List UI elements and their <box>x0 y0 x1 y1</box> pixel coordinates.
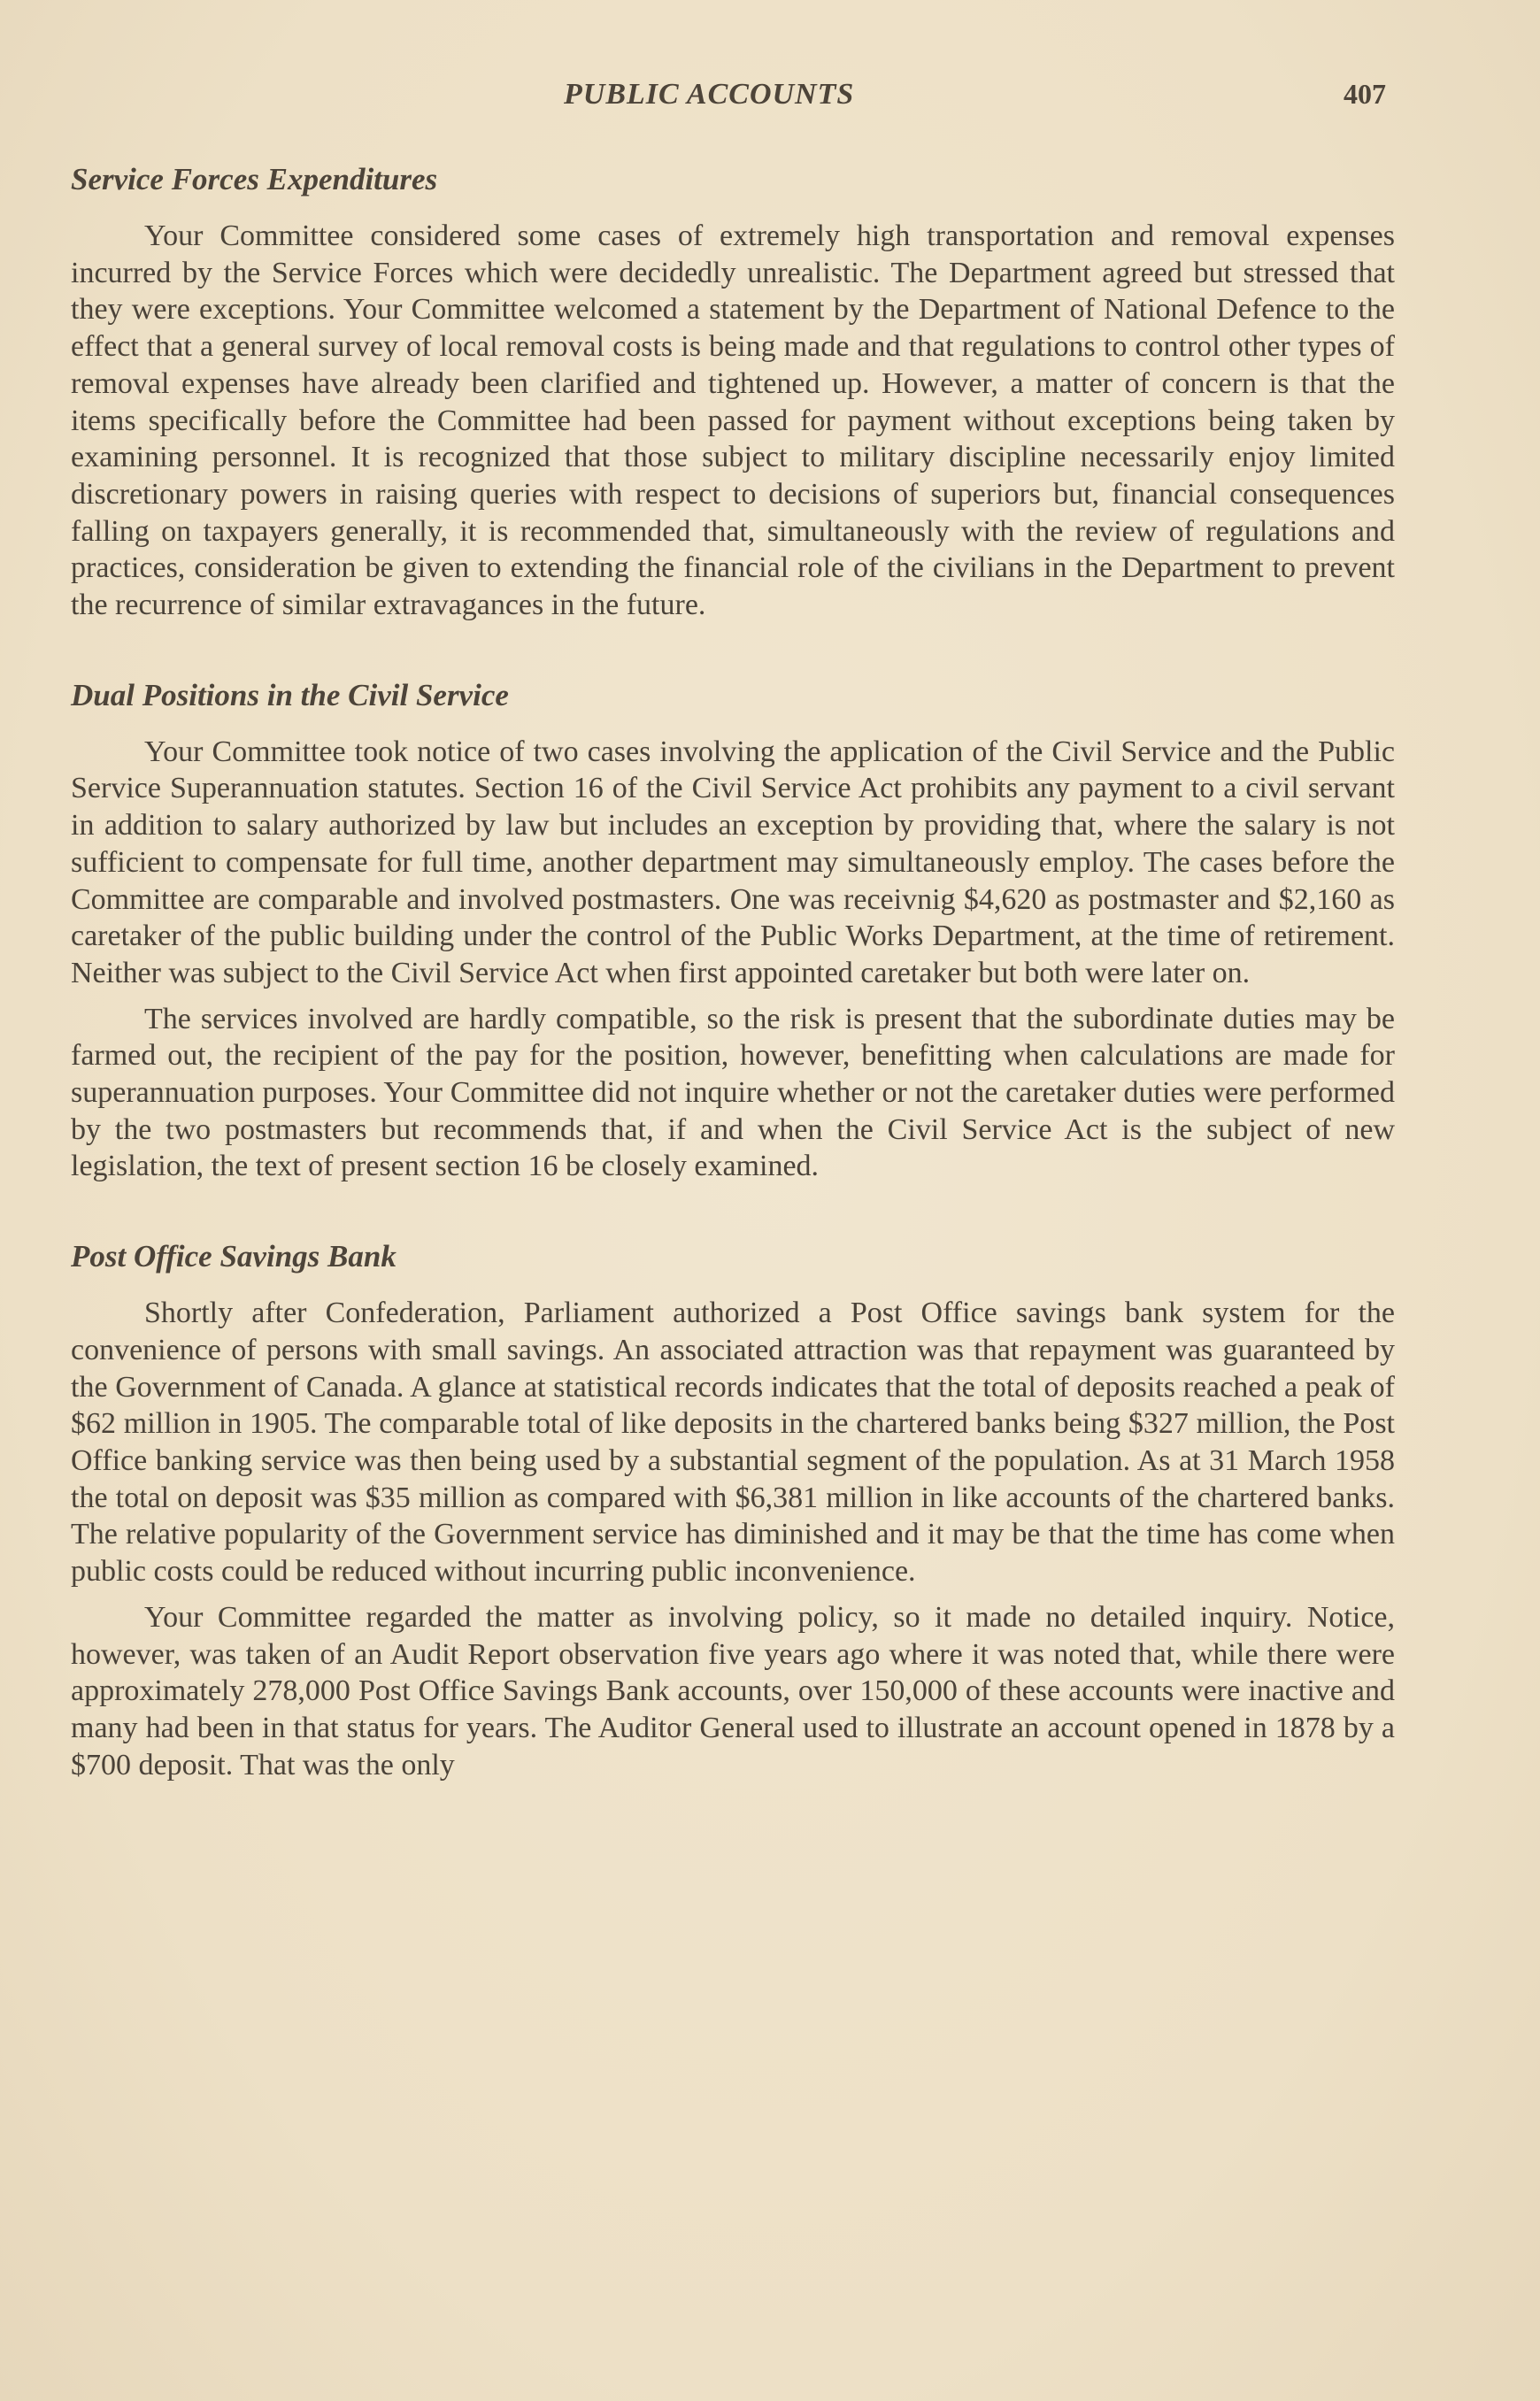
running-title: PUBLIC ACCOUNTS <box>564 78 855 111</box>
paragraph: The services involved are hardly compatible, so the risk is present that the subordinate duties may be farmed out, the recipient of the pay for the position, however, benefitting when calculations are made for superannuation purposes. Your Committee did not inquire whether or not the caretaker duties were performed by the two postmasters but recommends that, if and when the Civil Service Act is the subject of new legislation, the text of present section 16 be closely examined. <box>71 1002 1395 1183</box>
section-service-forces-expenditures <box>71 159 1395 624</box>
section-dual-positions <box>71 675 1395 1185</box>
paragraph: Shortly after Confederation, Parliament authorized a Post Office savings bank system for the convenience of persons with small savings. An associated attraction was that repayment was guaranteed by the Government of Canada. A glance at statistical records indicates that the total of deposits reached a peak of $62 million in 1905. The comparable total of like deposits in the chartered banks being $327 million, the Post Office banking service was then being used by a substantial segment of the population. As at 31 March 1958 the total on deposit was $35 million as compared with $6,381 million in like accounts of the chartered banks. The relative popularity of the Government service has diminished and it may be that the time has come when public costs could be reduced without incurring public inconvenience. <box>71 1297 1395 1589</box>
paragraph: Your Committee considered some cases of extremely high transportation and removal expenses incurred by the Service Forces which were decidedly unrealistic. The Department agreed but stressed that they were exceptions. Your Committee welcomed a statement by the Department of National Defence to the effect that a general survey of local removal costs is being made and that regulations to control other types of removal expenses have already been clarified and tightened up. However, a matter of concern is that the items specifically before the Committee had been passed for payment without exceptions being taken by examining personnel. It is recognized that those subject to military discipline necessarily enjoy limited discretionary powers in raising queries with respect to decisions of superiors but, financial consequences falling on taxpayers generally, it is recommended that, simultaneously with the review of regulations and practices, consideration be given to extending the financial role of the civilians in the Department to prevent the recurrence of similar extravagances in the future. <box>71 219 1395 622</box>
section-heading: Dual Positions in the Civil Service <box>71 677 509 712</box>
document-body <box>71 159 1395 1783</box>
paragraph: Your Committee regarded the matter as involving policy, so it made no detailed inquiry. Notice, however, was taken of an Audit Report observation five years ago where it was noted that, while there were approximately 278,000 Post Office Savings Bank accounts, over 150,000 of these accounts were inactive and many had been in that status for years. The Auditor General used to illustrate an account opened in 1878 by a $700 deposit. That was the only <box>71 1600 1395 1782</box>
section-post-office-savings-bank <box>71 1236 1395 1783</box>
page-number: 407 <box>1344 78 1386 110</box>
section-heading: Post Office Savings Bank <box>71 1239 397 1274</box>
section-heading: Service Forces Expenditures <box>71 162 438 196</box>
paragraph: Your Committee took notice of two cases involving the application of the Civil Service and the Public Service Superannuation statutes. Section 16 of the Civil Service Act prohibits any payment to a civil servant in addition to salary authorized by law but includes an exception by providing that, where the salary is not sufficient to compensate for full time, another department may simultaneously employ. The cases before the Committee are comparable and involved postmasters. One was receivnig $4,620 as postmaster and $2,160 as caretaker of the public building under the control of the Public Works Department, at the time of retirement. Neither was subject to the Civil Service Act when first appointed caretaker but both were later on. <box>71 735 1395 989</box>
running-header <box>0 78 1540 122</box>
